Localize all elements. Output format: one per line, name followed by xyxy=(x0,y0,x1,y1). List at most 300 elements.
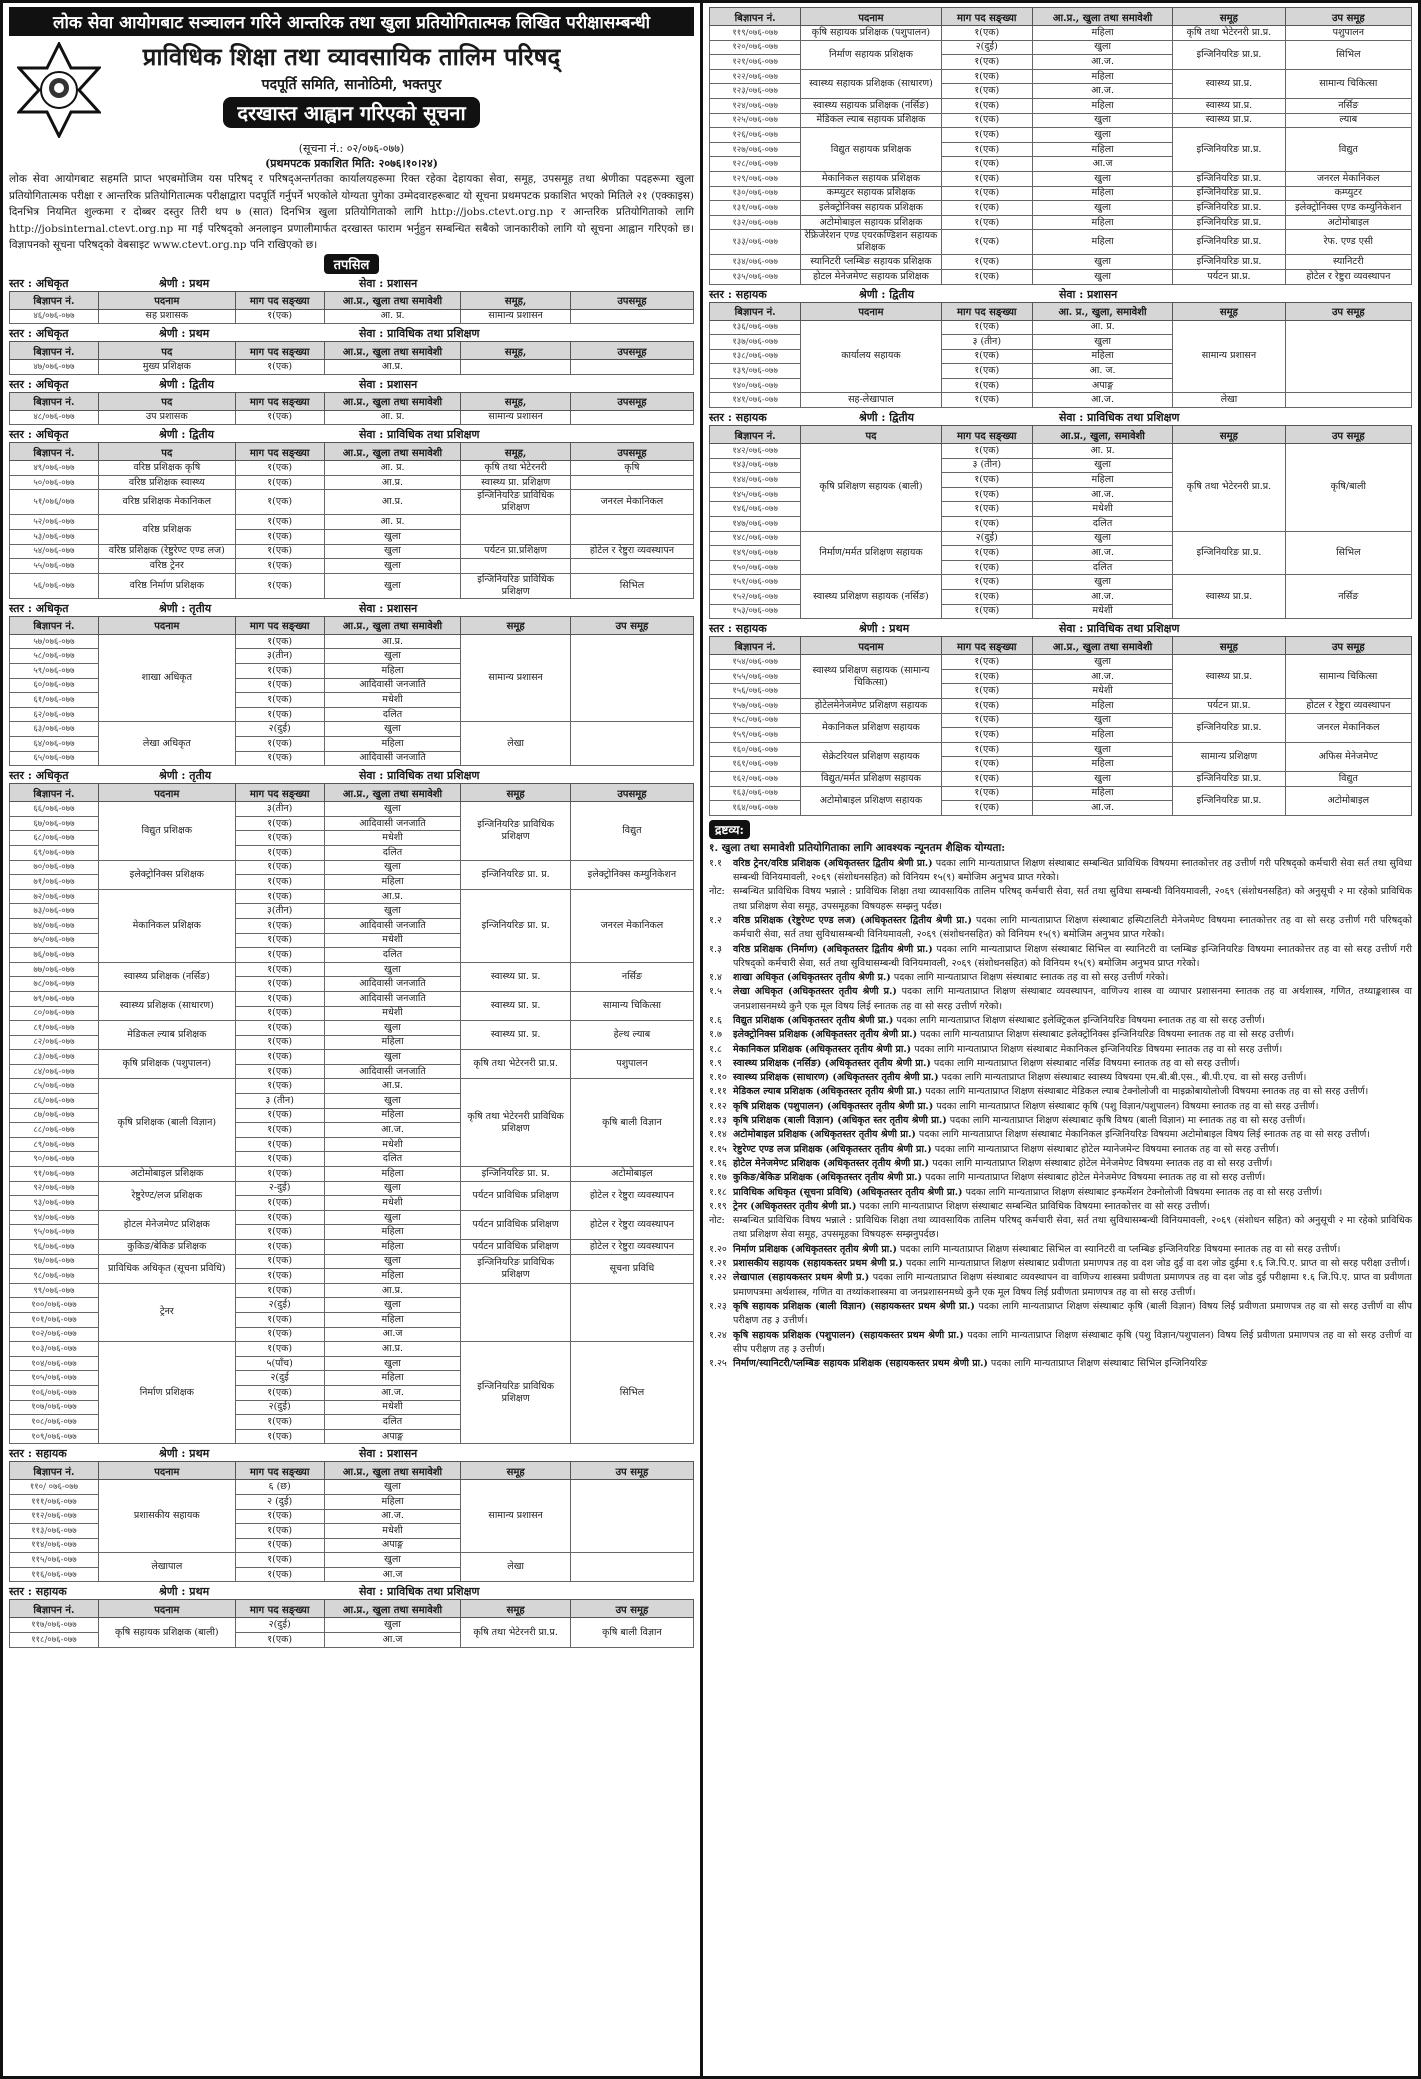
post-name: होटल मेनेजमेण्ट सहायक प्रशिक्षक xyxy=(801,269,941,284)
vacancy-count: १(एक) xyxy=(941,255,1032,270)
quota-type: खुला xyxy=(1032,201,1172,216)
quota-type: महिला xyxy=(324,1312,461,1327)
section-service: सेवा : प्राविधिक तथा प्रशिक्षण xyxy=(359,428,480,442)
vacancy-count: १(एक) xyxy=(235,664,324,679)
group: लेखा xyxy=(1173,393,1285,408)
quota-type: महिला xyxy=(324,664,461,679)
table-row xyxy=(10,410,694,425)
vacancy-count: १(एक) xyxy=(235,1196,324,1211)
item-body xyxy=(733,1071,1306,1085)
vacancy-count: १(एक) xyxy=(235,875,324,890)
table-row xyxy=(710,201,1412,216)
vacancy-table xyxy=(709,7,1412,285)
column-header: पदनाम xyxy=(98,616,235,634)
item-number: १.८ xyxy=(709,1043,722,1055)
requirement-text: पदका लागि मान्यताप्राप्त शिक्षण संस्थाबाट हस्पिटालिटी मेनेजमेण्ट विषयमा स्नातकोत्तर तह वा सो सरह उत्तीर्ण गरी परिषद्को कर्मचारी सेवा, सर्त तथा सुविधासम्बन्धी विनियमावली, २०६९ (संशोधनसहित) को विनियम १५(९) बमोजिम अनुभव प्राप्त गरेको। xyxy=(733,914,1412,941)
column-header: उपसमूह xyxy=(570,392,693,410)
ad-number: १०३/०७६-०७७ xyxy=(10,1342,99,1357)
ad-number: ४७/०७६-०७७ xyxy=(10,360,99,375)
table-row xyxy=(10,1553,694,1568)
item-number: १.२४ xyxy=(709,1329,727,1341)
ad-number: १०५/०७६-०७७ xyxy=(10,1371,99,1386)
item-body xyxy=(733,1271,1412,1300)
requirement-text: पदका लागि मान्यताप्राप्त शिक्षण संस्थाबाट सिभिल वा स्यानिटरी वा प्लम्बिङ इन्जिनियरिङ विषयमा स्नातक तह वा सो सरह उत्तीर्ण। xyxy=(897,1243,1341,1255)
column-header: समूह xyxy=(461,784,570,802)
requirement-text: पदका लागि मान्यताप्राप्त शिक्षण संस्थाबाट कृषि (पशु विज्ञान/पशुपालन) विषय लिई प्रवीणता प्रमाणपत्र तह वा सो सरह उत्तीर्ण वा सीप परीक्षण तह ३ उत्तीर्ण। xyxy=(733,1329,1412,1355)
post-name: स्वास्थ्य प्रशिक्षण सहायक (नर्सिङ) xyxy=(801,575,941,619)
column-header: बिज्ञापन नं. xyxy=(710,426,801,444)
quota-type: अपाङ्ग xyxy=(1032,378,1172,393)
qualification-item xyxy=(709,1043,1412,1057)
ad-number: १०७/०७६-०७७ xyxy=(10,1400,99,1415)
quota-type: अपाङ्ग xyxy=(324,1429,461,1444)
section-heading xyxy=(9,1444,694,1461)
ad-number: १४५/०७६-०७७ xyxy=(710,487,801,502)
requirement-text: पदका लागि मान्यताप्राप्त शिक्षण संस्थाबाट नर्सिङ विषयमा स्नातक तह वा सो सरह उत्तीर्ण। xyxy=(930,1057,1240,1069)
qualification-item xyxy=(709,1300,1412,1329)
quota-type: महिला xyxy=(324,875,461,890)
post-name: निर्माण सहायक प्रशिक्षक xyxy=(801,40,941,69)
column-header: समूह xyxy=(1173,302,1285,320)
quota-type: महिला xyxy=(324,1494,461,1509)
item-body xyxy=(733,1028,1294,1042)
ad-number: १३३/०७६-०७७ xyxy=(710,230,801,255)
ad-number: १२८/०७६-०७७ xyxy=(710,157,801,172)
requirement-text: पदका लागि मान्यताप्राप्त शिक्षण संस्थाबाट मेडिकल ल्याब टेक्नोलोजी वा माइक्रोबायोलोजी विषयमा स्नातक तह वा सो सरह उत्तीर्ण। xyxy=(922,1086,1369,1098)
vacancy-count: १(एक) xyxy=(941,128,1032,143)
ad-number: १२१/०७६-०७७ xyxy=(710,55,801,70)
ad-number: ६५/०७६-०७७ xyxy=(10,751,99,766)
quota-type: मधेशी xyxy=(1032,684,1172,699)
vacancy-table xyxy=(709,302,1412,409)
quota-type: आदिवासी जनजाति xyxy=(324,816,461,831)
quota-type: महिला xyxy=(1032,98,1172,113)
column-header: बिज्ञापन नं. xyxy=(10,443,99,461)
vacancy-count: ३ (तीन) xyxy=(235,1094,324,1109)
group: कृषि तथा भेटेरनरी प्रा.प्र. xyxy=(1173,444,1285,532)
qualification-item xyxy=(709,1171,1412,1185)
quota-type: खुला xyxy=(1032,742,1172,757)
item-body xyxy=(733,1257,1410,1271)
subgroup xyxy=(570,515,693,544)
group: स्वास्थ्य प्रा.प्र. xyxy=(1173,98,1285,113)
ad-number: १४२/०७६-०७७ xyxy=(710,444,801,459)
post-name: प्रशासकीय सहायक xyxy=(98,1480,235,1553)
org-name: प्राविधिक शिक्षा तथा व्यावसायिक तालिम परिषद् xyxy=(142,43,561,71)
item-body xyxy=(733,1157,1272,1171)
table-row xyxy=(710,255,1412,270)
group: सामान्य प्रशिक्षण xyxy=(1173,742,1285,771)
post-title: निर्माण प्रशिक्षक (अधिकृतस्तर तृतीय श्रेणी प्रा.) xyxy=(733,1243,898,1255)
post-name: प्राविधिक अधिकृत (सूचना प्रविधि) xyxy=(98,1254,235,1283)
quota-type: खुला xyxy=(324,860,461,875)
ad-number: १०६/०७६-०७७ xyxy=(10,1385,99,1400)
section-heading xyxy=(709,408,1412,425)
vacancy-section xyxy=(9,324,694,375)
vacancy-count: १(एक) xyxy=(235,544,324,559)
column-header: उप समूह xyxy=(570,1600,693,1618)
table-header-row xyxy=(10,392,694,410)
table-row xyxy=(10,1240,694,1255)
subgroup xyxy=(570,722,693,766)
vacancy-count: १(एक) xyxy=(941,487,1032,502)
quota-type: आ.ज. xyxy=(324,1123,461,1138)
section-heading xyxy=(9,599,694,616)
quota-type: खुला xyxy=(324,722,461,737)
post-name: कृषि प्रशिक्षक (पशुपालन) xyxy=(98,1050,235,1079)
item-body xyxy=(733,1200,1210,1214)
vacancy-count: २(दुई xyxy=(235,1371,324,1386)
quota-type: आ.ज. xyxy=(1032,801,1172,816)
post-title: शाखा अधिकृत (अधिकृतस्तर तृतीय श्रेणी प्र.) xyxy=(733,972,891,984)
vacancy-count: १(एक) xyxy=(941,230,1032,255)
subgroup xyxy=(570,1283,693,1341)
column-header: समूह, xyxy=(461,291,570,309)
group: कृषि तथा भेटेरनरी प्रा.प्र. xyxy=(461,1618,570,1647)
ad-number: १५४/०७६-०७७ xyxy=(710,655,801,670)
vacancy-count: १(एक) xyxy=(235,1021,324,1036)
quota-type: आ. प्र. xyxy=(324,461,461,476)
group: पर्यटन प्रा.प्र. xyxy=(1173,269,1285,284)
quota-type: आ.ज xyxy=(324,1633,461,1648)
column-header: माग पद सङ्ख्या xyxy=(235,342,324,360)
subgroup: सिभिल xyxy=(570,1342,693,1444)
section-heading xyxy=(9,274,694,291)
vacancy-count: १(एक) xyxy=(235,751,324,766)
post-name: मेकानिकल प्रशिक्षण सहायक xyxy=(801,713,941,742)
section-grade: श्रेणी : तृतीय xyxy=(159,769,212,783)
post-title: प्रशासकीय सहायक (सहायकस्तर प्रथम श्रेणी प्र.) xyxy=(733,1258,903,1270)
column-header: माग पद सङ्ख्या xyxy=(235,1600,324,1618)
quota-type: खुला xyxy=(324,904,461,919)
vacancy-count: १(एक) xyxy=(235,309,324,324)
post-name: लेखा अधिकृत xyxy=(98,722,235,766)
column-header: पद xyxy=(98,392,235,410)
quota-type: आ.ज. xyxy=(1032,669,1172,684)
vacancy-count: १(एक) xyxy=(235,816,324,831)
column-header: उपसमूह xyxy=(570,342,693,360)
quota-type: दलित xyxy=(1032,560,1172,575)
column-header: आ.प्र., खुला तथा समावेशी xyxy=(1032,8,1172,26)
section-service: सेवा : प्राविधिक तथा प्रशिक्षण xyxy=(359,1585,480,1599)
qualification-item xyxy=(709,985,1412,1014)
notice-number: (सूचना नं.: ०२/०७६-०७७) xyxy=(298,142,405,155)
column-header: माग पद सङ्ख्या xyxy=(235,392,324,410)
item-number: १.२३ xyxy=(709,1300,727,1312)
vacancy-table xyxy=(9,616,694,766)
subgroup: सूचना प्रविधि xyxy=(570,1254,693,1283)
quota-type: महिला xyxy=(1032,215,1172,230)
vacancy-count: १(एक) xyxy=(235,860,324,875)
post-name: कार्यालय सहायक xyxy=(801,320,941,393)
ad-number: ८५/०७६-०७७ xyxy=(10,1079,99,1094)
item-number: १.४ xyxy=(709,972,722,984)
ad-number: ६०/०७६-०७७ xyxy=(10,678,99,693)
vacancy-count: १(एक) xyxy=(941,684,1032,699)
group: इन्जिनियरिङ प्रा.प्र. xyxy=(1173,128,1285,172)
qualification-item xyxy=(709,1057,1412,1071)
post-name: विद्युत/मर्मत प्रशिक्षण सहायक xyxy=(801,771,941,786)
ad-number: ५३/०७६-०७७ xyxy=(10,530,99,545)
quota-type: आ. प्र. xyxy=(1032,444,1172,459)
post-name: विद्युत सहायक प्रशिक्षक xyxy=(801,128,941,172)
column-header: पदनाम xyxy=(801,637,941,655)
top-banner: लोक सेवा आयोगबाट सञ्चालन गरिने आन्तरिक तथा खुला प्रतियोगितात्मक लिखित परीक्षासम्बन्धी xyxy=(9,7,694,36)
ad-number: १५३/०७६-०७७ xyxy=(710,604,801,619)
post-name: ट्रेनर xyxy=(98,1283,235,1341)
ad-number: १२०/०७६-०७७ xyxy=(710,40,801,55)
vacancy-section xyxy=(9,274,694,325)
ad-number: ६३/०७६-०७७ xyxy=(10,722,99,737)
vacancy-count: १(एक) xyxy=(941,560,1032,575)
subgroup: सिभिल xyxy=(1285,531,1411,575)
group: इन्जिनियरिङ प्रा.प्र. xyxy=(1173,255,1285,270)
quota-type: खुला xyxy=(324,1480,461,1495)
vacancy-count: २(दुई) xyxy=(235,722,324,737)
column-header: समूह xyxy=(461,1462,570,1480)
ad-number: १४१/०७६-०७७ xyxy=(710,393,801,408)
qualification-item xyxy=(709,1329,1412,1358)
post-name: कृषि प्रशिक्षण सहायक (बाली) xyxy=(801,444,941,532)
column-header: बिज्ञापन नं. xyxy=(710,8,801,26)
vacancy-count: ३(तीन) xyxy=(235,649,324,664)
quota-type: आ. प्र. xyxy=(324,410,461,425)
column-header: उप समूह xyxy=(570,1462,693,1480)
post-title: अटोमोबाइल प्रशिक्षक (अधिकृतस्तर तृतीय श्रेणी प्रा.) xyxy=(733,1129,916,1141)
quota-type: मधेशी xyxy=(324,831,461,846)
requirement-text: पदका लागि मान्यताप्राप्त शिक्षण संस्थाबाट प्रवीणता प्रमाणपत्र तह वा दश जोड दुई वा दश जोड दुईमा १.६ जि.पि.ए. प्राप्त वा सो सरह परीक्षा उत्तीर्ण। xyxy=(902,1258,1410,1270)
column-header: समूह, xyxy=(461,392,570,410)
qualification-item xyxy=(709,971,1412,985)
subgroup: कम्प्युटर xyxy=(1285,186,1411,201)
group: कृषि तथा भेटेरनरी प्रा.प्र. xyxy=(1173,26,1285,41)
vacancy-section xyxy=(9,766,694,1444)
quota-type: महिला xyxy=(324,1269,461,1284)
ad-number: १२२/०७६-०७७ xyxy=(710,69,801,84)
quota-type: मधेशी xyxy=(324,1524,461,1539)
section-heading xyxy=(9,766,694,783)
item-number: १.१८ xyxy=(709,1186,727,1198)
group: इन्जिनियरिङ प्रा.प्र. xyxy=(1173,771,1285,786)
ad-number: ८८/०७६-०७७ xyxy=(10,1123,99,1138)
section-level: स्तर : अधिकृत xyxy=(9,601,69,615)
section-level: स्तर : सहायक xyxy=(9,1447,67,1461)
qualification-item xyxy=(709,914,1412,943)
group: सामान्य प्रशासन xyxy=(461,1480,570,1553)
vacancy-count: १(एक) xyxy=(235,1050,324,1065)
ad-number: १४४/०७६-०७७ xyxy=(710,473,801,488)
post-title: प्राविधिक अधिकृत (सूचना प्रविधि) (अधिकृतस्तर तृतीय श्रेणी प्रा.) xyxy=(733,1186,963,1198)
post-title: मेडिकल ल्याब प्रशिक्षक (अधिकृतस्तर तृतीय श्रेणी प्रा.) xyxy=(733,1086,923,1098)
group: इन्जिनियरिङ प्रा.प्र. xyxy=(1173,201,1285,216)
table-row xyxy=(10,860,694,875)
subgroup xyxy=(570,1553,693,1582)
item-number: १.५ xyxy=(709,986,722,998)
post-title: निर्माण/स्यानिटरी/प्लम्बिङ सहायक प्रशिक्षक (सहायकस्तर प्रथम श्रेणी प्रा.) xyxy=(733,1358,988,1370)
vacancy-section xyxy=(709,619,1412,816)
vacancy-count: १(एक) xyxy=(235,1152,324,1167)
ad-number: १०२/०७६-०७७ xyxy=(10,1327,99,1342)
qualification-item xyxy=(709,1257,1412,1271)
group: इन्जिनियरिङ प्रा.प्र. xyxy=(1173,531,1285,575)
ad-number: १४९/०७६-०७७ xyxy=(710,546,801,561)
group: इन्जिनियरिङ प्रा. प्र. xyxy=(461,860,570,889)
vacancy-count: १(एक) xyxy=(235,1254,324,1269)
qualification-item xyxy=(709,1157,1412,1171)
vacancy-count: १(एक) xyxy=(235,1064,324,1079)
subgroup: विद्युत xyxy=(570,802,693,860)
quota-type: आ.प्र. xyxy=(324,475,461,490)
requirement-text: पदका लागि मान्यताप्राप्त शिक्षण संस्थाबाट मेकानिकल इन्जिनियरिङ विषयमा स्नातक तह वा सो सरह उत्तीर्ण। xyxy=(911,1043,1283,1055)
vacancy-count: १(एक) xyxy=(235,845,324,860)
group: इन्जिनियरिङ प्राविधिक प्रशिक्षण xyxy=(461,802,570,860)
vacancy-count: १(एक) xyxy=(941,669,1032,684)
qualification-item xyxy=(709,1071,1412,1085)
item-number: १.१ xyxy=(709,857,722,869)
post-title: लेखा अधिकृत (अधिकृतस्तर तृतीय श्रेणी प्र.) xyxy=(733,986,897,998)
qualification-item xyxy=(709,1014,1412,1028)
table-row xyxy=(10,1210,694,1225)
post-name: अटोमोबाइल प्रशिक्षक xyxy=(98,1167,235,1182)
subgroup: नर्सिङ xyxy=(1285,98,1411,113)
subgroup: इलेक्ट्रोनिक्स एण्ड कम्युनिकेशन xyxy=(1285,201,1411,216)
column-header: बिज्ञापन नं. xyxy=(10,291,99,309)
post-title: रेष्टुरेण्ट एण्ड लज प्रशिक्षक (अधिकृतस्तर तृतीय श्रेणी प्रा.) xyxy=(733,1143,932,1155)
vacancy-count: १(एक) xyxy=(235,1006,324,1021)
table-row xyxy=(710,113,1412,128)
group: पर्यटन प्रा.प्रशिक्षण xyxy=(461,544,570,559)
column-header: माग पद सङ्ख्या xyxy=(941,302,1032,320)
table-row xyxy=(710,69,1412,84)
quota-type: महिला xyxy=(1032,69,1172,84)
ad-number: ५२/०७६-०७७ xyxy=(10,515,99,530)
quota-type: खुला xyxy=(324,559,461,574)
table-row xyxy=(710,742,1412,757)
post-name: वरिष्ठ प्रशिक्षक स्वास्थ्य xyxy=(98,475,235,490)
ad-number: ७१/०७६-०७७ xyxy=(10,875,99,890)
vacancy-count: १(एक) xyxy=(941,55,1032,70)
table-row xyxy=(10,461,694,476)
column-header: पद xyxy=(98,443,235,461)
table-row xyxy=(710,171,1412,186)
ad-number: १११/०७६-०७७ xyxy=(10,1494,99,1509)
column-header: माग पद सङ्ख्या xyxy=(235,616,324,634)
quota-type: खुला xyxy=(1032,255,1172,270)
ad-number: १६४/०७६-०७७ xyxy=(710,801,801,816)
table-row xyxy=(10,475,694,490)
post-name: इलेक्ट्रोनिक्स प्रशिक्षक xyxy=(98,860,235,889)
column-header: पद xyxy=(801,426,941,444)
quota-type: आ.प्र. xyxy=(324,889,461,904)
quota-type: खुला xyxy=(324,1050,461,1065)
subgroup xyxy=(1285,320,1411,393)
ad-number: १२४/०७६-०७७ xyxy=(710,98,801,113)
vacancy-section xyxy=(9,375,694,426)
ad-number: १५७/०७६-०७७ xyxy=(710,698,801,713)
section-grade: श्रेणी : द्वितीय xyxy=(159,428,214,442)
table-row xyxy=(10,722,694,737)
item-body xyxy=(733,1329,1412,1358)
table-header-row xyxy=(710,426,1412,444)
subgroup: इलेक्ट्रोनिक्स कम्युनिकेशन xyxy=(570,860,693,889)
quota-type: आदिवासी जनजाति xyxy=(324,751,461,766)
vacancy-count: १(एक) xyxy=(235,1342,324,1357)
column-header: समूह xyxy=(461,616,570,634)
table-header-row xyxy=(10,443,694,461)
table-row xyxy=(710,215,1412,230)
quota-type: महिला xyxy=(1032,142,1172,157)
vacancy-count: १(एक) xyxy=(235,889,324,904)
quota-type: मधेशी xyxy=(324,693,461,708)
item-body xyxy=(733,1100,1319,1114)
vacancy-count: १(एक) xyxy=(235,678,324,693)
ad-number: ११२/०७६-०७७ xyxy=(10,1509,99,1524)
quota-type: खुला xyxy=(1032,128,1172,143)
post-name: कृषि प्रशिक्षक (बाली विज्ञान) xyxy=(98,1079,235,1167)
vacancy-count: १(एक) xyxy=(235,1538,324,1553)
column-header: समूह xyxy=(461,1600,570,1618)
vacancy-count: १(एक) xyxy=(235,360,324,375)
ad-number: ८७/०७६-०७७ xyxy=(10,1108,99,1123)
quota-type: दलित xyxy=(1032,517,1172,532)
vacancy-count: २(दुई) xyxy=(235,1618,324,1633)
ad-number: १३८/०७६-०७७ xyxy=(710,349,801,364)
table-row xyxy=(710,320,1412,335)
quota-type: मधेशी xyxy=(1032,604,1172,619)
ad-number: ९०/०७६-०७७ xyxy=(10,1152,99,1167)
requirement-text: पदका लागि मान्यताप्राप्त शिक्षण संस्थाबाट इन्फर्मेशन टेक्नोलोजी विषयमा स्नातक तह वा सो सरह उत्तीर्ण। xyxy=(962,1186,1323,1198)
post-title: वरिष्ठ प्रशिक्षक (निर्माण) (अधिकृतस्तर द्वितीय श्रेणी प्रा.) xyxy=(733,943,933,955)
quota-type: खुला xyxy=(1032,655,1172,670)
section-grade: श्रेणी : प्रथम xyxy=(159,276,210,290)
column-header: समूह, xyxy=(461,342,570,360)
vacancy-table xyxy=(9,392,694,426)
post-name: स्वास्थ्य सहायक प्रशिक्षक (नर्सिङ) xyxy=(801,98,941,113)
item-number: १.१४ xyxy=(709,1129,727,1141)
vacancy-count: १(एक) xyxy=(941,171,1032,186)
group: सामान्य प्रशासन xyxy=(1173,320,1285,393)
vacancy-count: १(एक) xyxy=(941,728,1032,743)
post-name: अटोमोबाइल सहायक प्रशिक्षक xyxy=(801,215,941,230)
post-name: उप प्रशासक xyxy=(98,410,235,425)
vacancy-section xyxy=(9,1444,694,1582)
item-number: १.११ xyxy=(709,1086,727,1098)
vacancy-count: ५(पाँच) xyxy=(235,1356,324,1371)
table-row xyxy=(10,1254,694,1269)
ad-number: ६८/०७६-०७७ xyxy=(10,831,99,846)
subgroup xyxy=(570,410,693,425)
subgroup: ल्याब xyxy=(1285,113,1411,128)
qualification-item xyxy=(709,1100,1412,1114)
requirement-text: पदका लागि मान्यताप्राप्त शिक्षण संस्थाबाट होटेल म्यानेजमेन्ट विषयमा स्नातक तह वा सो सरह उत्तीर्ण। xyxy=(931,1143,1279,1155)
qualification-item xyxy=(709,1214,1412,1243)
quota-type: आ.प्र. xyxy=(324,490,461,515)
vacancy-count: १(एक) xyxy=(235,1240,324,1255)
ad-number: ८३/०७६-०७७ xyxy=(10,1050,99,1065)
quota-type: आदिवासी जनजाति xyxy=(324,1064,461,1079)
vacancy-section xyxy=(9,425,694,599)
subgroup: कृषि बाली विज्ञान xyxy=(570,1618,693,1647)
ad-number: १६२/०७६-०७७ xyxy=(710,771,801,786)
requirement-text: पदका लागि मान्यताप्राप्त शिक्षण संस्थाबाट होटेल मेनेजमेण्ट विषयमा स्नातक तह वा सो सरह उत्तीर्ण। xyxy=(929,1157,1273,1169)
column-header: माग पद सङ्ख्या xyxy=(235,1462,324,1480)
ad-number: ७६/०७६-०७७ xyxy=(10,948,99,963)
quota-type: आदिवासी जनजाति xyxy=(324,678,461,693)
quota-type: खुला xyxy=(324,1618,461,1633)
quota-type: खुला xyxy=(324,1298,461,1313)
group: स्वास्थ्य प्रा. प्र. xyxy=(461,1021,570,1050)
table-row xyxy=(10,309,694,324)
